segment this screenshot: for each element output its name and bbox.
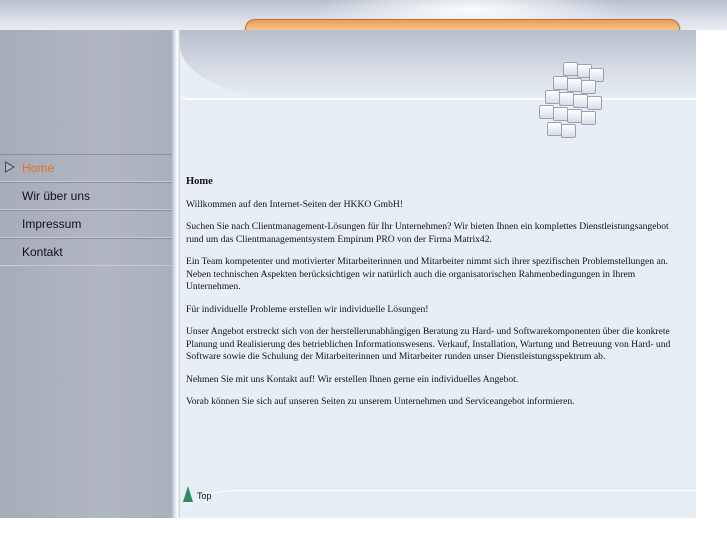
keyboard-key	[581, 111, 596, 125]
paragraph: Suchen Sie nach Clientmanagement-Lösungen für Ihr Unternehmen? Wir bieten Ihnen ein komplettes Dienstleistungsangebot rund um das Clientmanagementsystem Empirum PRO von der Firma Matrix42.	[186, 221, 669, 245]
nav-item-impressum[interactable]	[0, 210, 172, 238]
keyboard-key	[581, 80, 596, 94]
content-frame-border	[172, 30, 180, 518]
keyboard-key	[573, 94, 588, 108]
paragraph: Unser Angebot erstreckt sich von der herstellerunabhängigen Beratung zu Hard- und Softwarekomponenten über die konkrete Planung und Realisierung des betrieblichen Informationswesens. Verkauf, Installation, Wartung und Betreuung von Hard- und Software sowie die Schulung der Mitarbeiterinnen und Mitarbeiter runden unser Dienstleistungsspektrum ab.	[186, 326, 671, 362]
keyboard-key	[547, 122, 562, 136]
keyboard-key	[539, 105, 554, 119]
triangle-right-icon	[5, 161, 15, 173]
keyboard-key	[563, 62, 578, 76]
keyboard-key	[567, 78, 582, 92]
paragraph: Nehmen Sie mit uns Kontakt auf! Wir erstellen Ihnen gerne ein individuelles Angebot.	[186, 373, 519, 385]
sidebar	[0, 30, 172, 518]
nav-item-label: Wir über uns	[22, 189, 91, 203]
sidebar-nav	[0, 154, 172, 266]
keyboard-icon	[533, 60, 603, 142]
paragraph: Für individuelle Probleme erstellen wir individuelle Lösungen!	[186, 303, 429, 315]
page-title: Home	[186, 176, 213, 187]
footer-curve	[180, 490, 696, 519]
top-link-label: Top	[197, 491, 212, 501]
paragraph: Ein Team kompetenter und motivierter Mitarbeiterinnen und Mitarbeiter nimmt sich ihrer spezifischen Problemstellungen an. Neben technischen Aspekten berücksichtigen wir natürlich auch die organisatorischen Rahmenbedingungen in Ihrem Unternehmen.	[186, 256, 668, 292]
nav-item-home[interactable]	[0, 154, 172, 182]
paragraph: Vorab können Sie sich auf unseren Seiten zu unserem Unternehmen und Serviceangebot informieren.	[186, 396, 575, 407]
page-bottom	[0, 518, 727, 545]
keyboard-key	[567, 109, 582, 123]
keyboard-key	[553, 107, 568, 121]
main-content	[186, 176, 676, 419]
nav-item-label: Impressum	[22, 217, 82, 231]
header-curve	[180, 30, 696, 100]
nav-item-wir-ueber-uns[interactable]	[0, 182, 172, 210]
paragraph: Willkommen auf den Internet-Seiten der HKKO GmbH!	[186, 198, 404, 210]
keyboard-key	[545, 90, 560, 104]
keyboard-key	[559, 92, 574, 106]
keyboard-key	[553, 76, 568, 90]
nav-item-label: Home	[22, 161, 55, 175]
nav-item-label: Kontakt	[22, 245, 63, 259]
keyboard-key	[561, 124, 576, 138]
keyboard-key	[587, 96, 602, 110]
right-margin	[696, 30, 727, 518]
nav-item-kontakt[interactable]	[0, 238, 172, 266]
arrow-up-icon	[183, 486, 193, 502]
